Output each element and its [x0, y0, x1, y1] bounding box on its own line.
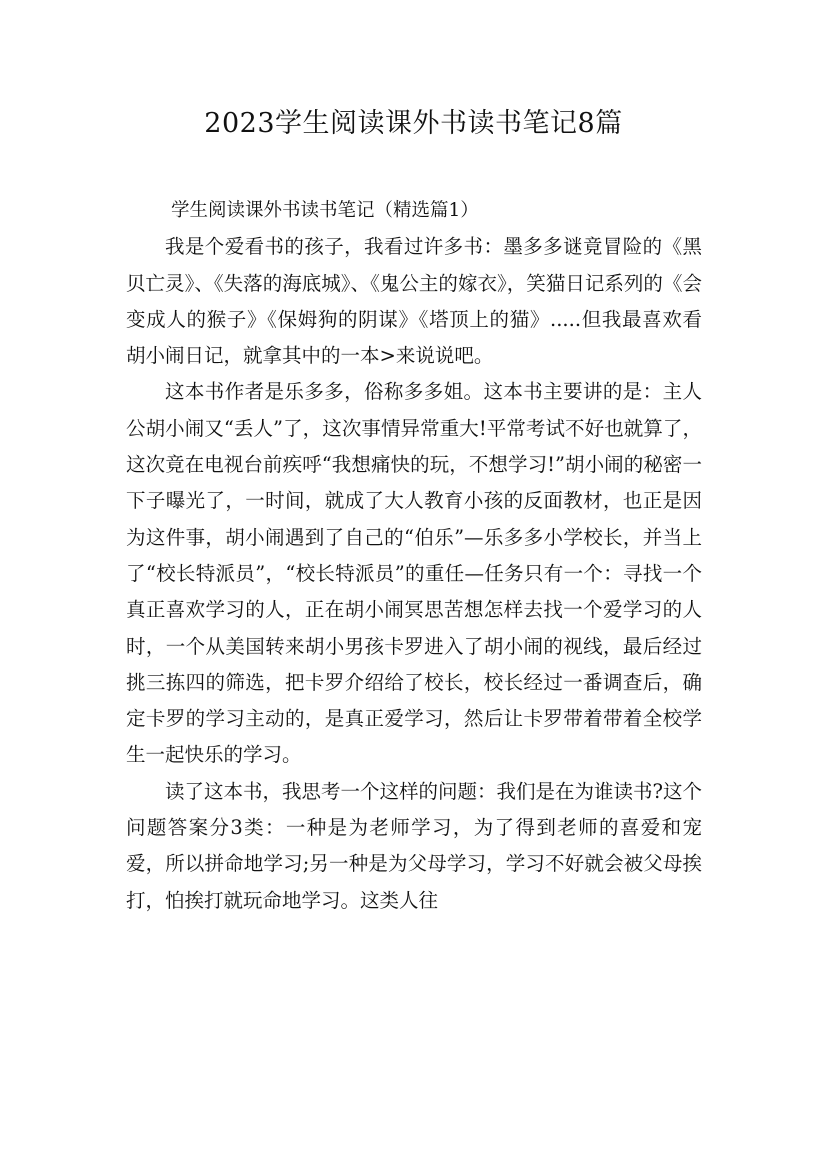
section-heading: 学生阅读课外书读书笔记（精选篇1） — [171, 200, 479, 221]
document-body — [126, 193, 702, 919]
paragraph-1: 我是个爱看书的孩子，我看过许多书：墨多多谜竟冒险的《黑贝亡灵》、《失落的海底城》、《鬼公主的嫁衣》，笑猫日记系列的《会变成人的猴子》《保姆狗的阴谋》《塔顶上的猫》.....但我最喜欢看胡小闹日记，就拿其中的一本>来说说吧。 — [126, 235, 702, 368]
document-title: 2023学生阅读课外书读书笔记8篇 — [204, 108, 623, 139]
paragraph-2: 这本书作者是乐多多，俗称多多姐。这本书主要讲的是：主人公胡小闹又“丢人”了，这次事情异常重大!平常考试不好也就算了，这次竟在电视台前疾呼“我想痛快的玩，不想学习!”胡小闹的秘密一下子曝光了，一时间，就成了大人教育小孩的反面教材，也正是因为这件事，胡小闹遇到了自己的“伯乐”—乐多多小学校长，并当上了“校长特派员”，“校长特派员”的重任—任务只有一个：寻找一个真正喜欢学习的人，正在胡小闹冥思苦想怎样去找一个爱学习的人时，一个从美国转来胡小男孩卡罗进入了胡小闹的视线，最后经过挑三拣四的筛选，把卡罗介绍给了校长，校长经过一番调查后，确定卡罗的学习主动的，是真正爱学习，然后让卡罗带着带着全校学生一起快乐的学习。 — [126, 380, 702, 767]
paragraph-3: 读了这本书，我思考一个这样的问题：我们是在为谁读书?这个问题答案分3类：一种是为老师学习，为了得到老师的喜爱和宠爱，所以拼命地学习;另一种是为父母学习，学习不好就会被父母挨打，怕挨打就玩命地学习。这类人往 — [126, 779, 702, 912]
